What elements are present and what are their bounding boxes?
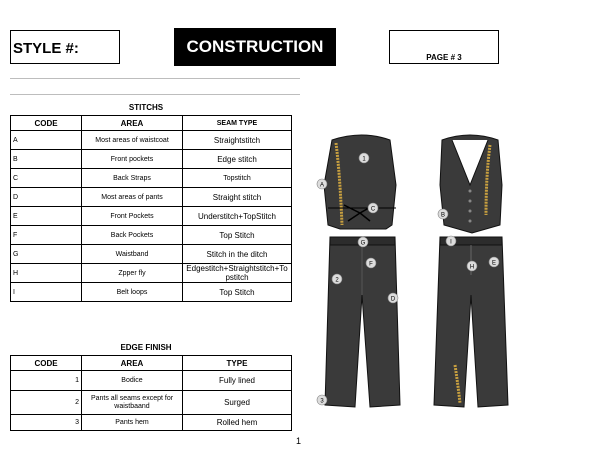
callout-3 [317, 395, 327, 405]
table-row [11, 391, 292, 415]
row-code: H [11, 264, 82, 283]
callout-label: 2 [335, 277, 339, 284]
callout-g [358, 237, 368, 247]
callout-label: D [390, 296, 396, 303]
row-seam: Edge stitch [183, 150, 292, 169]
row-code: B [11, 150, 82, 169]
col-code-header: CODE [11, 356, 82, 371]
row-area: Front Pockets [82, 207, 183, 226]
callout-1 [359, 153, 369, 163]
row-area: Most areas of waistcoat [82, 131, 183, 150]
page-title: CONSTRUCTION [174, 28, 336, 66]
col-seam-header: SEAM TYPE [183, 116, 292, 131]
callout-label: B [440, 212, 446, 219]
row-code: 3 [11, 415, 82, 431]
style-label: STYLE #: [13, 40, 79, 57]
stitches-table [10, 115, 292, 302]
callout-label: 1 [362, 156, 366, 163]
table-row [11, 207, 292, 226]
callout-label: A [319, 182, 325, 189]
callout-label: C [370, 206, 376, 213]
pants-back [325, 237, 400, 407]
callout-e [489, 257, 499, 267]
page-label: PAGE # 3 [426, 53, 462, 62]
col-area-header: AREA [82, 116, 183, 131]
row-seam: Topstitch [183, 169, 292, 188]
row-area: Bodice [82, 371, 183, 391]
callout-d [388, 293, 398, 303]
callout-i [446, 236, 456, 246]
col-code-header: CODE [11, 116, 82, 131]
row-code: C [11, 169, 82, 188]
grid-line [10, 78, 300, 79]
row-area: Waistband [82, 245, 183, 264]
footer-page-number: 1 [296, 436, 302, 446]
row-seam: Understitch+TopStitch [183, 207, 292, 226]
style-number-box [10, 30, 120, 64]
row-area: Zpper fly [82, 264, 183, 283]
callout-c [368, 203, 378, 213]
page-number-box [389, 30, 499, 64]
row-type: Fully lined [183, 371, 292, 391]
callout-label: G [360, 240, 366, 247]
row-type: Rolled hem [183, 415, 292, 431]
garment-sketch [300, 125, 530, 425]
row-seam: Edgestitch+Straightstitch+Topstitch [183, 264, 292, 283]
row-seam: Top Stitch [183, 226, 292, 245]
waistcoat-back [324, 135, 396, 229]
callout-f [366, 258, 376, 268]
col-area-header: AREA [82, 356, 183, 371]
table-row [11, 264, 292, 283]
callout-2 [332, 274, 342, 284]
edge-finish-table [10, 355, 292, 431]
table-row [11, 131, 292, 150]
row-code: G [11, 245, 82, 264]
row-area: Back Straps [82, 169, 183, 188]
col-type-header: TYPE [183, 356, 292, 371]
table-row [11, 150, 292, 169]
row-area: Pants hem [82, 415, 183, 431]
row-code: 2 [11, 391, 82, 415]
row-code: A [11, 131, 82, 150]
row-type: Surged [183, 391, 292, 415]
row-area: Most areas of pants [82, 188, 183, 207]
table-row [11, 283, 292, 302]
callout-label: I [450, 239, 452, 246]
row-code: I [11, 283, 82, 302]
table-header-row [11, 356, 292, 371]
stitches-title: STITCHS [128, 103, 164, 112]
row-code: 1 [11, 371, 82, 391]
grid-line [10, 94, 300, 95]
table-row [11, 371, 292, 391]
row-seam: Stitch in the ditch [183, 245, 292, 264]
waistcoat-front [440, 135, 502, 233]
row-area: Front pockets [82, 150, 183, 169]
row-area: Belt loops [82, 283, 183, 302]
table-row [11, 415, 292, 431]
callout-a [317, 179, 327, 189]
table-row [11, 169, 292, 188]
row-seam: Straight stitch [183, 188, 292, 207]
row-code: F [11, 226, 82, 245]
table-row [11, 245, 292, 264]
callout-label: H [469, 264, 475, 271]
row-seam: Straightstitch [183, 131, 292, 150]
row-code: E [11, 207, 82, 226]
row-area: Pants all seams except for waistbaand [82, 391, 183, 415]
callout-label: E [491, 260, 497, 267]
callout-label: F [369, 261, 373, 268]
callout-label: 3 [320, 398, 324, 405]
callout-b [438, 209, 448, 219]
table-row [11, 226, 292, 245]
row-seam: Top Stitch [183, 283, 292, 302]
table-header-row [11, 116, 292, 131]
row-area: Back Pockets [82, 226, 183, 245]
table-row [11, 188, 292, 207]
edge-finish-title: EDGE FINISH [120, 343, 172, 352]
callout-h [467, 261, 477, 271]
row-code: D [11, 188, 82, 207]
